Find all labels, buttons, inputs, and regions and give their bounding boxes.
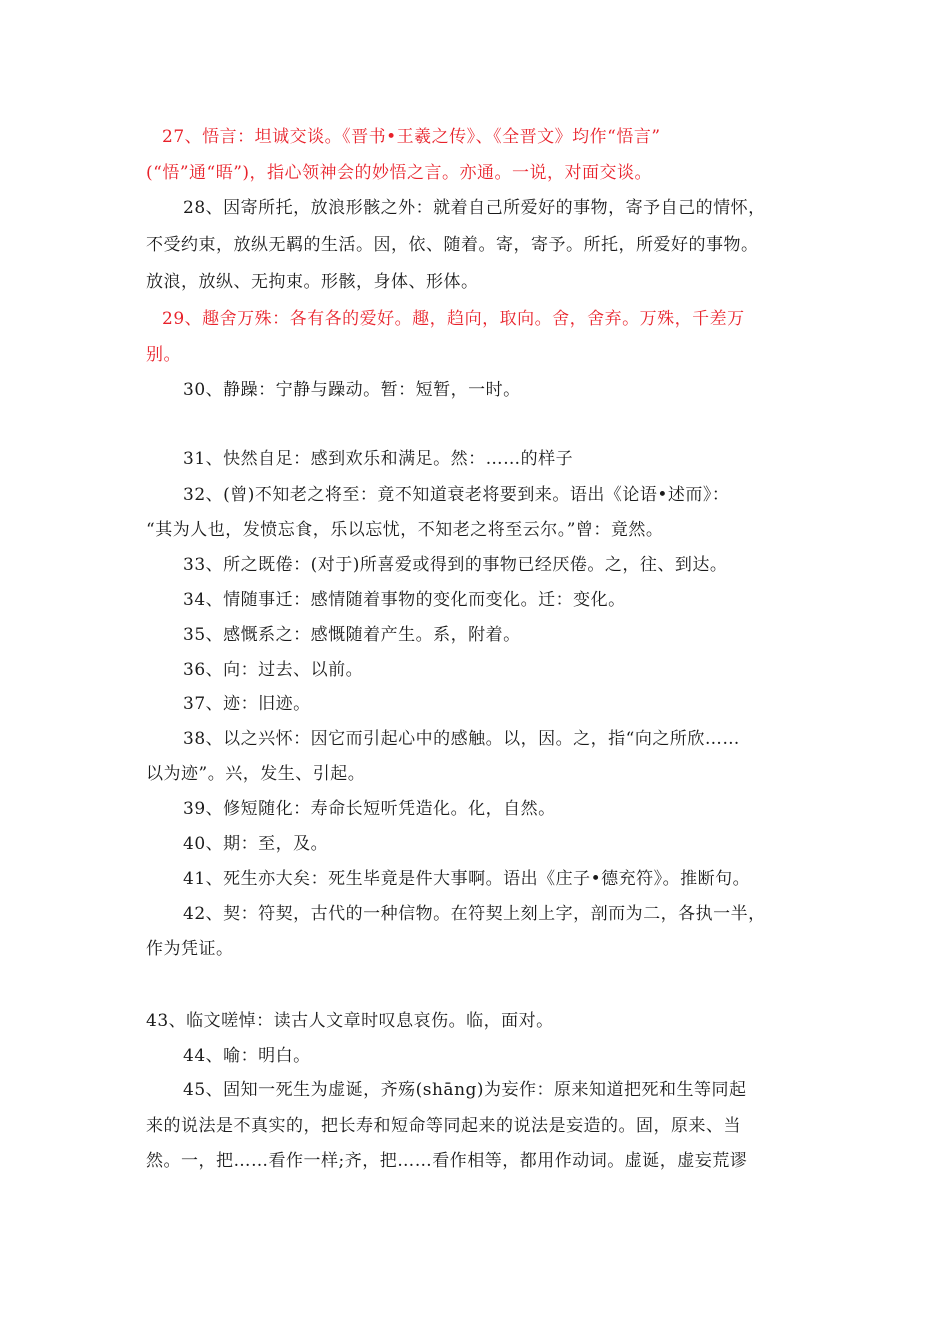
note-40: 40、期：至，及。 <box>183 834 329 854</box>
note-42-line-2: 作为凭证。 <box>146 939 234 959</box>
note-38-line-2: 以为迹”。兴，发生、引起。 <box>146 764 366 784</box>
note-43: 43、临文嗟悼：读古人文章时叹息哀伤。临，面对。 <box>146 1011 554 1031</box>
note-38-line-1: 38、以之兴怀：因它而引起心中的感触。以，因。之，指“向之所欣…… <box>183 729 740 749</box>
note-28-line-1: 28、因寄所托，放浪形骸之外：就着自己所爱好的事物，寄予自己的情怀， <box>183 198 766 218</box>
note-45-line-3: 然。一，把……看作一样;齐，把……看作相等，都用作动词。虚诞，虚妄荒谬 <box>146 1151 748 1171</box>
note-41: 41、死生亦大矣：死生毕竟是件大事啊。语出《庄子•德充符》。推断句。 <box>183 869 751 889</box>
note-28-line-3: 放浪，放纵、无拘束。形骸，身体、形体。 <box>146 272 479 292</box>
note-44: 44、喻：明白。 <box>183 1046 311 1066</box>
note-34: 34、情随事迁：感情随着事物的变化而变化。迁：变化。 <box>183 590 626 610</box>
note-28-line-2: 不受约束，放纵无羁的生活。因，依、随着。寄，寄予。所托，所爱好的事物。 <box>146 235 759 255</box>
note-30: 30、静躁：宁静与躁动。暂：短暂，一时。 <box>183 380 521 400</box>
note-35: 35、感慨系之：感慨随着产生。系，附着。 <box>183 625 521 645</box>
note-32-line-1: 32、(曾)不知老之将至：竟不知道衰老将要到来。语出《论语•述而》： <box>183 485 730 505</box>
note-39: 39、修短随化：寿命长短听凭造化。化，自然。 <box>183 799 556 819</box>
note-29-line-1: 29、趣舍万殊：各有各的爱好。趣，趋向，取向。舍，舍弃。万殊，千差万 <box>162 309 745 329</box>
note-45-line-2: 来的说法是不真实的，把长寿和短命等同起来的说法是妄造的。固，原来、当 <box>146 1116 741 1136</box>
note-29-line-2: 别。 <box>146 345 181 365</box>
note-45-line-1: 45、固知一死生为虚诞，齐殇(shāng)为妄作：原来知道把死和生等同起 <box>183 1080 747 1100</box>
note-27-line-1: 27、悟言：坦诚交谈。《晋书•王羲之传》、《全晋文》均作“悟言” <box>162 127 661 147</box>
note-33: 33、所之既倦：(对于)所喜爱或得到的事物已经厌倦。之，往、到达。 <box>183 555 728 575</box>
note-42-line-1: 42、契：符契，古代的一种信物。在符契上刻上字，剖而为二，各执一半， <box>183 904 766 924</box>
note-31: 31、快然自足：感到欢乐和满足。然：……的样子 <box>183 449 574 469</box>
note-36: 36、向：过去、以前。 <box>183 660 364 680</box>
note-32-line-2: “其为人也，发愤忘食，乐以忘忧，不知老之将至云尔。”曾：竟然。 <box>146 520 664 540</box>
note-27-line-2: (“悟”通“晤”)，指心领神会的妙悟之言。亦通。一说，对面交谈。 <box>146 163 653 183</box>
note-37: 37、迹：旧迹。 <box>183 694 311 714</box>
